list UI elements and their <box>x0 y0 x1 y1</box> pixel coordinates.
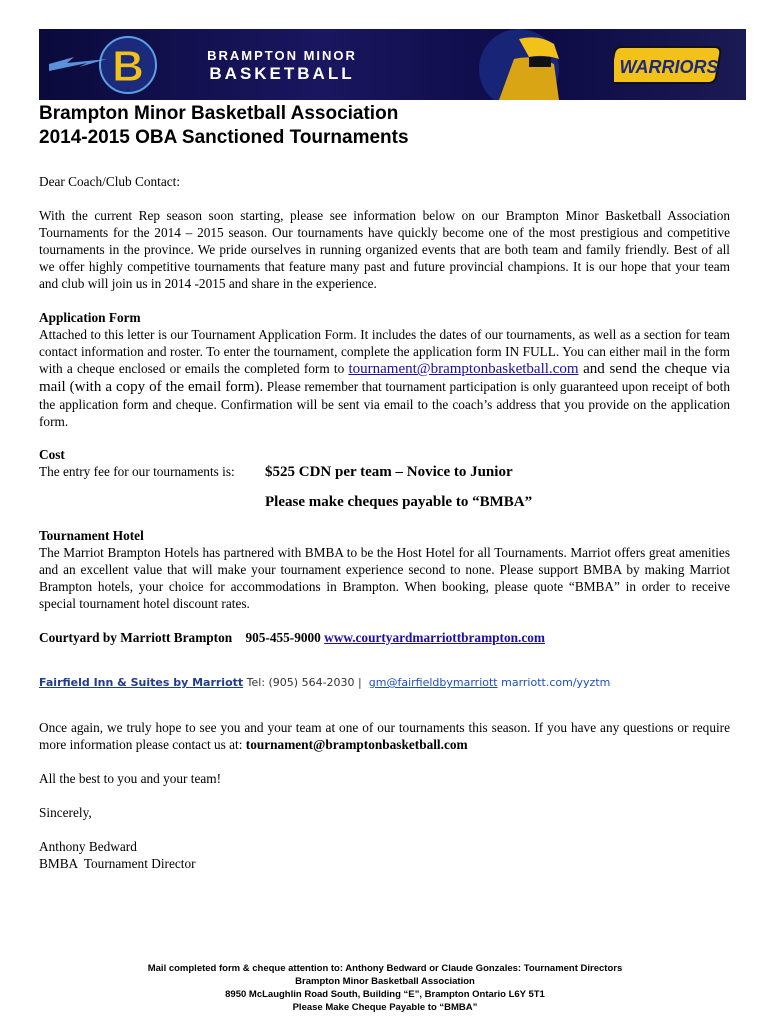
courtyard-line <box>39 629 730 646</box>
cost-value: $525 CDN per team – Novice to Junior <box>265 464 513 480</box>
footer-line1: Mail completed form & cheque attention to: Anthony Bedward or Claude Gonzales: Tournament Directors <box>147 963 623 974</box>
cost-label: The entry fee for our tournaments is: <box>39 464 235 479</box>
footer-line2: Brampton Minor Basketball Association <box>295 976 475 987</box>
cost-row <box>39 463 730 481</box>
courtyard-name: Courtyard by Marriott Brampton <box>39 630 233 645</box>
fairfield-link[interactable]: Fairfield Inn & Suites by Marriott <box>39 676 244 689</box>
signer-name: Anthony Bedward <box>39 839 137 854</box>
header-banner <box>39 29 746 100</box>
intro-paragraph: With the current Rep season soon starting, please see information below on our Brampton Minor Basketball Association Tournaments for the 2014 – 2015 season. Our tournaments have quickly become one of the most prestigious and competitive tournaments in the province. We pride ourselves in running organized events that are both team and family friendly. Best of all we offer highly competitive tournaments that feature many past and future provincial champions. It is our hope that your team and club will join us in 2014 -2015 and share in the experience. <box>39 208 730 291</box>
warrior-mascot-icon <box>459 29 609 100</box>
fairfield-tel: Tel: (905) 564-2030 | <box>246 676 362 689</box>
letter-body <box>39 100 730 872</box>
closing-wish: All the best to you and your team! <box>39 771 222 786</box>
application-text-after: Please remember that tournament participation is only guaranteed upon receipt of both the application form and cheque. Confirmation will be sent via email to the coach’s address that you provide on the application form. <box>39 379 730 429</box>
closing-paragraph <box>39 719 730 753</box>
footer <box>0 962 770 1014</box>
footer-line3: 8950 McLaughlin Road South, Building “E”, Brampton Ontario L6Y 5T1 <box>225 989 545 1000</box>
footer-line4: Please Make Cheque Payable to “BMBA” <box>292 1002 478 1013</box>
page-subtitle: 2014-2015 OBA Sanctioned Tournaments <box>39 127 409 148</box>
org-title-line2: BASKETBALL <box>209 64 355 83</box>
courtyard-phone: 905-455-9000 <box>245 630 321 645</box>
closing-email[interactable]: tournament@bramptonbasketball.com <box>245 737 468 752</box>
application-text-mid: and send the cheque via mail (with a copy of the email form). <box>39 361 730 395</box>
svg-text:WARRIORS: WARRIORS <box>619 57 719 77</box>
application-email-link[interactable]: tournament@bramptonbasketball.com <box>348 361 579 377</box>
page-title: Brampton Minor Basketball Association <box>39 103 399 124</box>
org-title <box>187 37 377 82</box>
fairfield-email-link[interactable]: gm@fairfieldbymarriott <box>368 676 498 689</box>
application-paragraph <box>39 326 730 430</box>
courtyard-link[interactable]: www.courtyardmarriottbrampton.com <box>324 630 545 645</box>
closing-text: Once again, we truly hope to see you and your team at one of our tournaments this season. If you have any questions or require more information please contact us at: <box>39 720 730 752</box>
lightning-icon <box>49 49 109 79</box>
svg-text:B: B <box>112 42 144 91</box>
hotel-heading: Tournament Hotel <box>39 528 144 543</box>
org-title-line1: BRAMPTON MINOR <box>207 48 357 63</box>
signer-title: BMBA Tournament Director <box>39 856 196 871</box>
warriors-logo-icon <box>614 43 724 87</box>
application-heading: Application Form <box>39 310 141 325</box>
fairfield-line <box>39 674 730 691</box>
hotel-paragraph: The Marriot Brampton Hotels has partnered with BMBA to be the Host Hotel for all Tournaments. Marriot offers great amenities and an excellent value that will make your tournament experience second to none. Please support BMBA by making Marriot Brampton hotels, your choice for accommodations in Brampton. When booking, please quote “BMBA” in order to receive special tournament hotel discount rates. <box>39 545 730 611</box>
cheque-note: Please make cheques payable to “BMBA” <box>265 494 533 510</box>
application-text-before: Attached to this letter is our Tournament Application Form. It includes the dates of our tournaments, as well as a section for team contact information and roster. To enter the tournament, complete the application form IN FULL. You can either mail in the form with a cheque enclosed or emails the completed form to <box>39 327 730 376</box>
sincerely: Sincerely, <box>39 805 92 820</box>
salutation: Dear Coach/Club Contact: <box>39 174 181 189</box>
cost-heading: Cost <box>39 447 65 462</box>
fairfield-url-link[interactable]: marriott.com/yyztm <box>501 676 611 689</box>
